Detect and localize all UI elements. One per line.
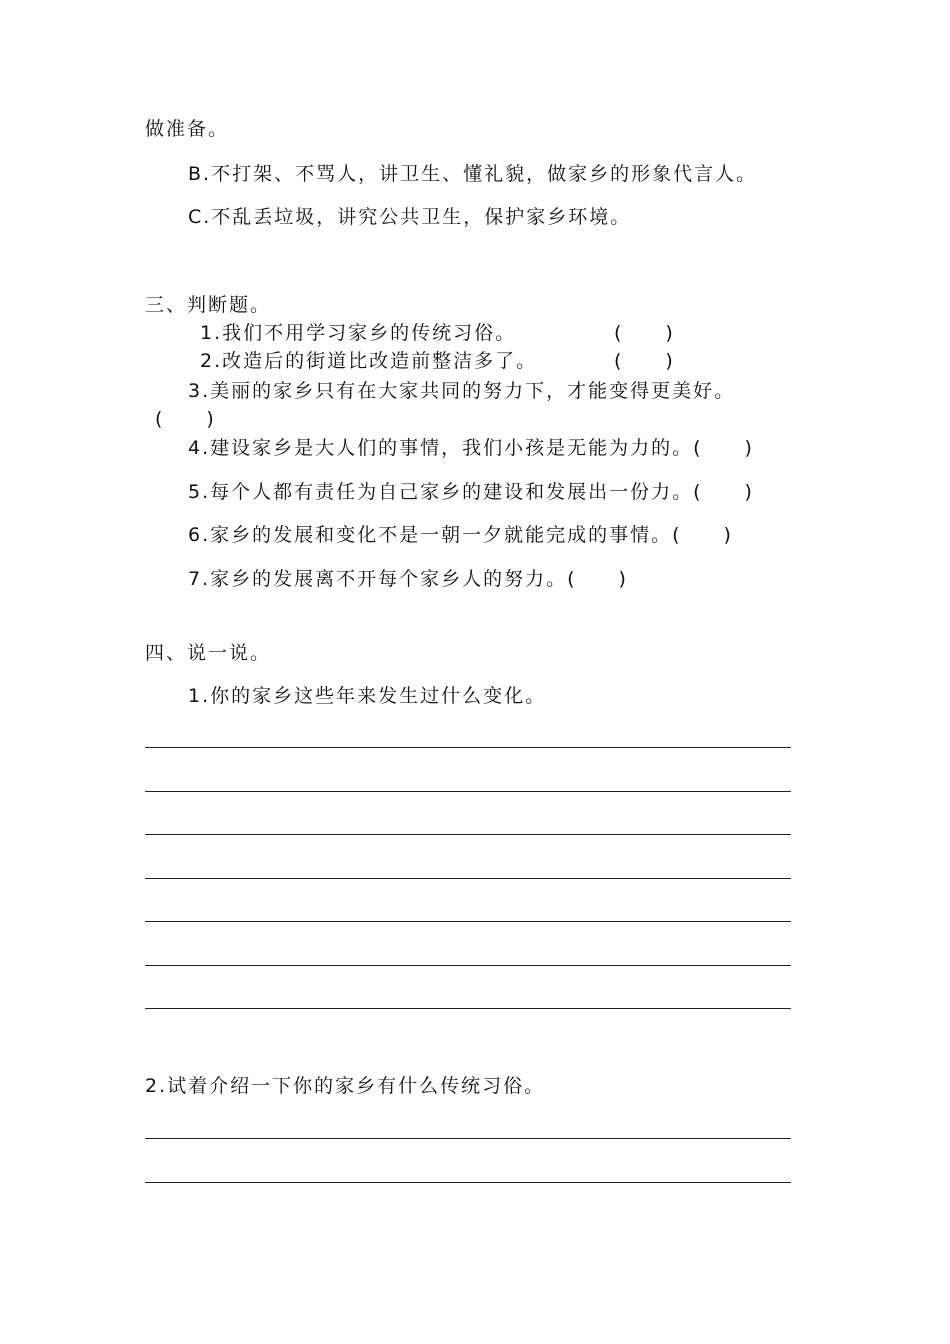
answer-line[interactable] — [145, 834, 791, 835]
judge-item-1 — [200, 321, 516, 345]
judge-item-2 — [200, 349, 537, 373]
judge-item-7-paren[interactable]: ( ) — [567, 568, 628, 590]
judge-item-1-paren[interactable]: ( ) — [614, 322, 675, 344]
answer-line[interactable] — [145, 1182, 791, 1183]
judge-item-3: 3.美丽的家乡只有在大家共同的努力下，才能变得更美好。 — [188, 380, 736, 402]
answer-line[interactable] — [145, 1008, 791, 1009]
option-a-continuation: 做准备。 — [145, 118, 230, 140]
answer-line[interactable] — [145, 921, 791, 922]
judge-item-7 — [188, 567, 628, 591]
judge-item-5-paren[interactable]: ( ) — [693, 481, 754, 503]
judge-item-text: 5.每个人都有责任为自己家乡的建设和发展出一份力。 — [188, 481, 694, 503]
judge-item-3-paren[interactable]: ( ) — [155, 408, 216, 430]
judge-item-6 — [188, 523, 733, 547]
option-b: B.不打架、不骂人，讲卫生、懂礼貌，做家乡的形象代言人。 — [188, 163, 758, 185]
judge-item-4 — [188, 436, 754, 460]
section3-heading: 三、判断题。 — [145, 294, 272, 316]
answer-line[interactable] — [145, 747, 791, 748]
judge-item-text: 1.我们不用学习家乡的传统习俗。 — [200, 322, 517, 344]
judge-item-text: 2.改造后的街道比改造前整洁多了。 — [200, 350, 538, 372]
judge-item-text: 4.建设家乡是大人们的事情，我们小孩是无能为力的。 — [188, 437, 694, 459]
judge-item-text: 7.家乡的发展离不开每个家乡人的努力。 — [188, 568, 568, 590]
option-c: C.不乱丢垃圾，讲究公共卫生，保护家乡环境。 — [188, 206, 632, 228]
answer-line[interactable] — [145, 965, 791, 966]
judge-item-text: 6.家乡的发展和变化不是一朝一夕就能完成的事情。 — [188, 524, 673, 546]
answer-line[interactable] — [145, 878, 791, 879]
answer-line[interactable] — [145, 1138, 791, 1139]
judge-item-2-paren[interactable]: ( ) — [614, 350, 675, 372]
answer-line[interactable] — [145, 791, 791, 792]
judge-item-5 — [188, 480, 754, 504]
section4-heading: 四、说一说。 — [145, 642, 272, 664]
judge-item-6-paren[interactable]: ( ) — [672, 524, 733, 546]
question-2: 2.试着介绍一下你的家乡有什么传统习俗。 — [145, 1075, 546, 1097]
question-1: 1.你的家乡这些年来发生过什么变化。 — [188, 685, 547, 707]
judge-item-4-paren[interactable]: ( ) — [693, 437, 754, 459]
